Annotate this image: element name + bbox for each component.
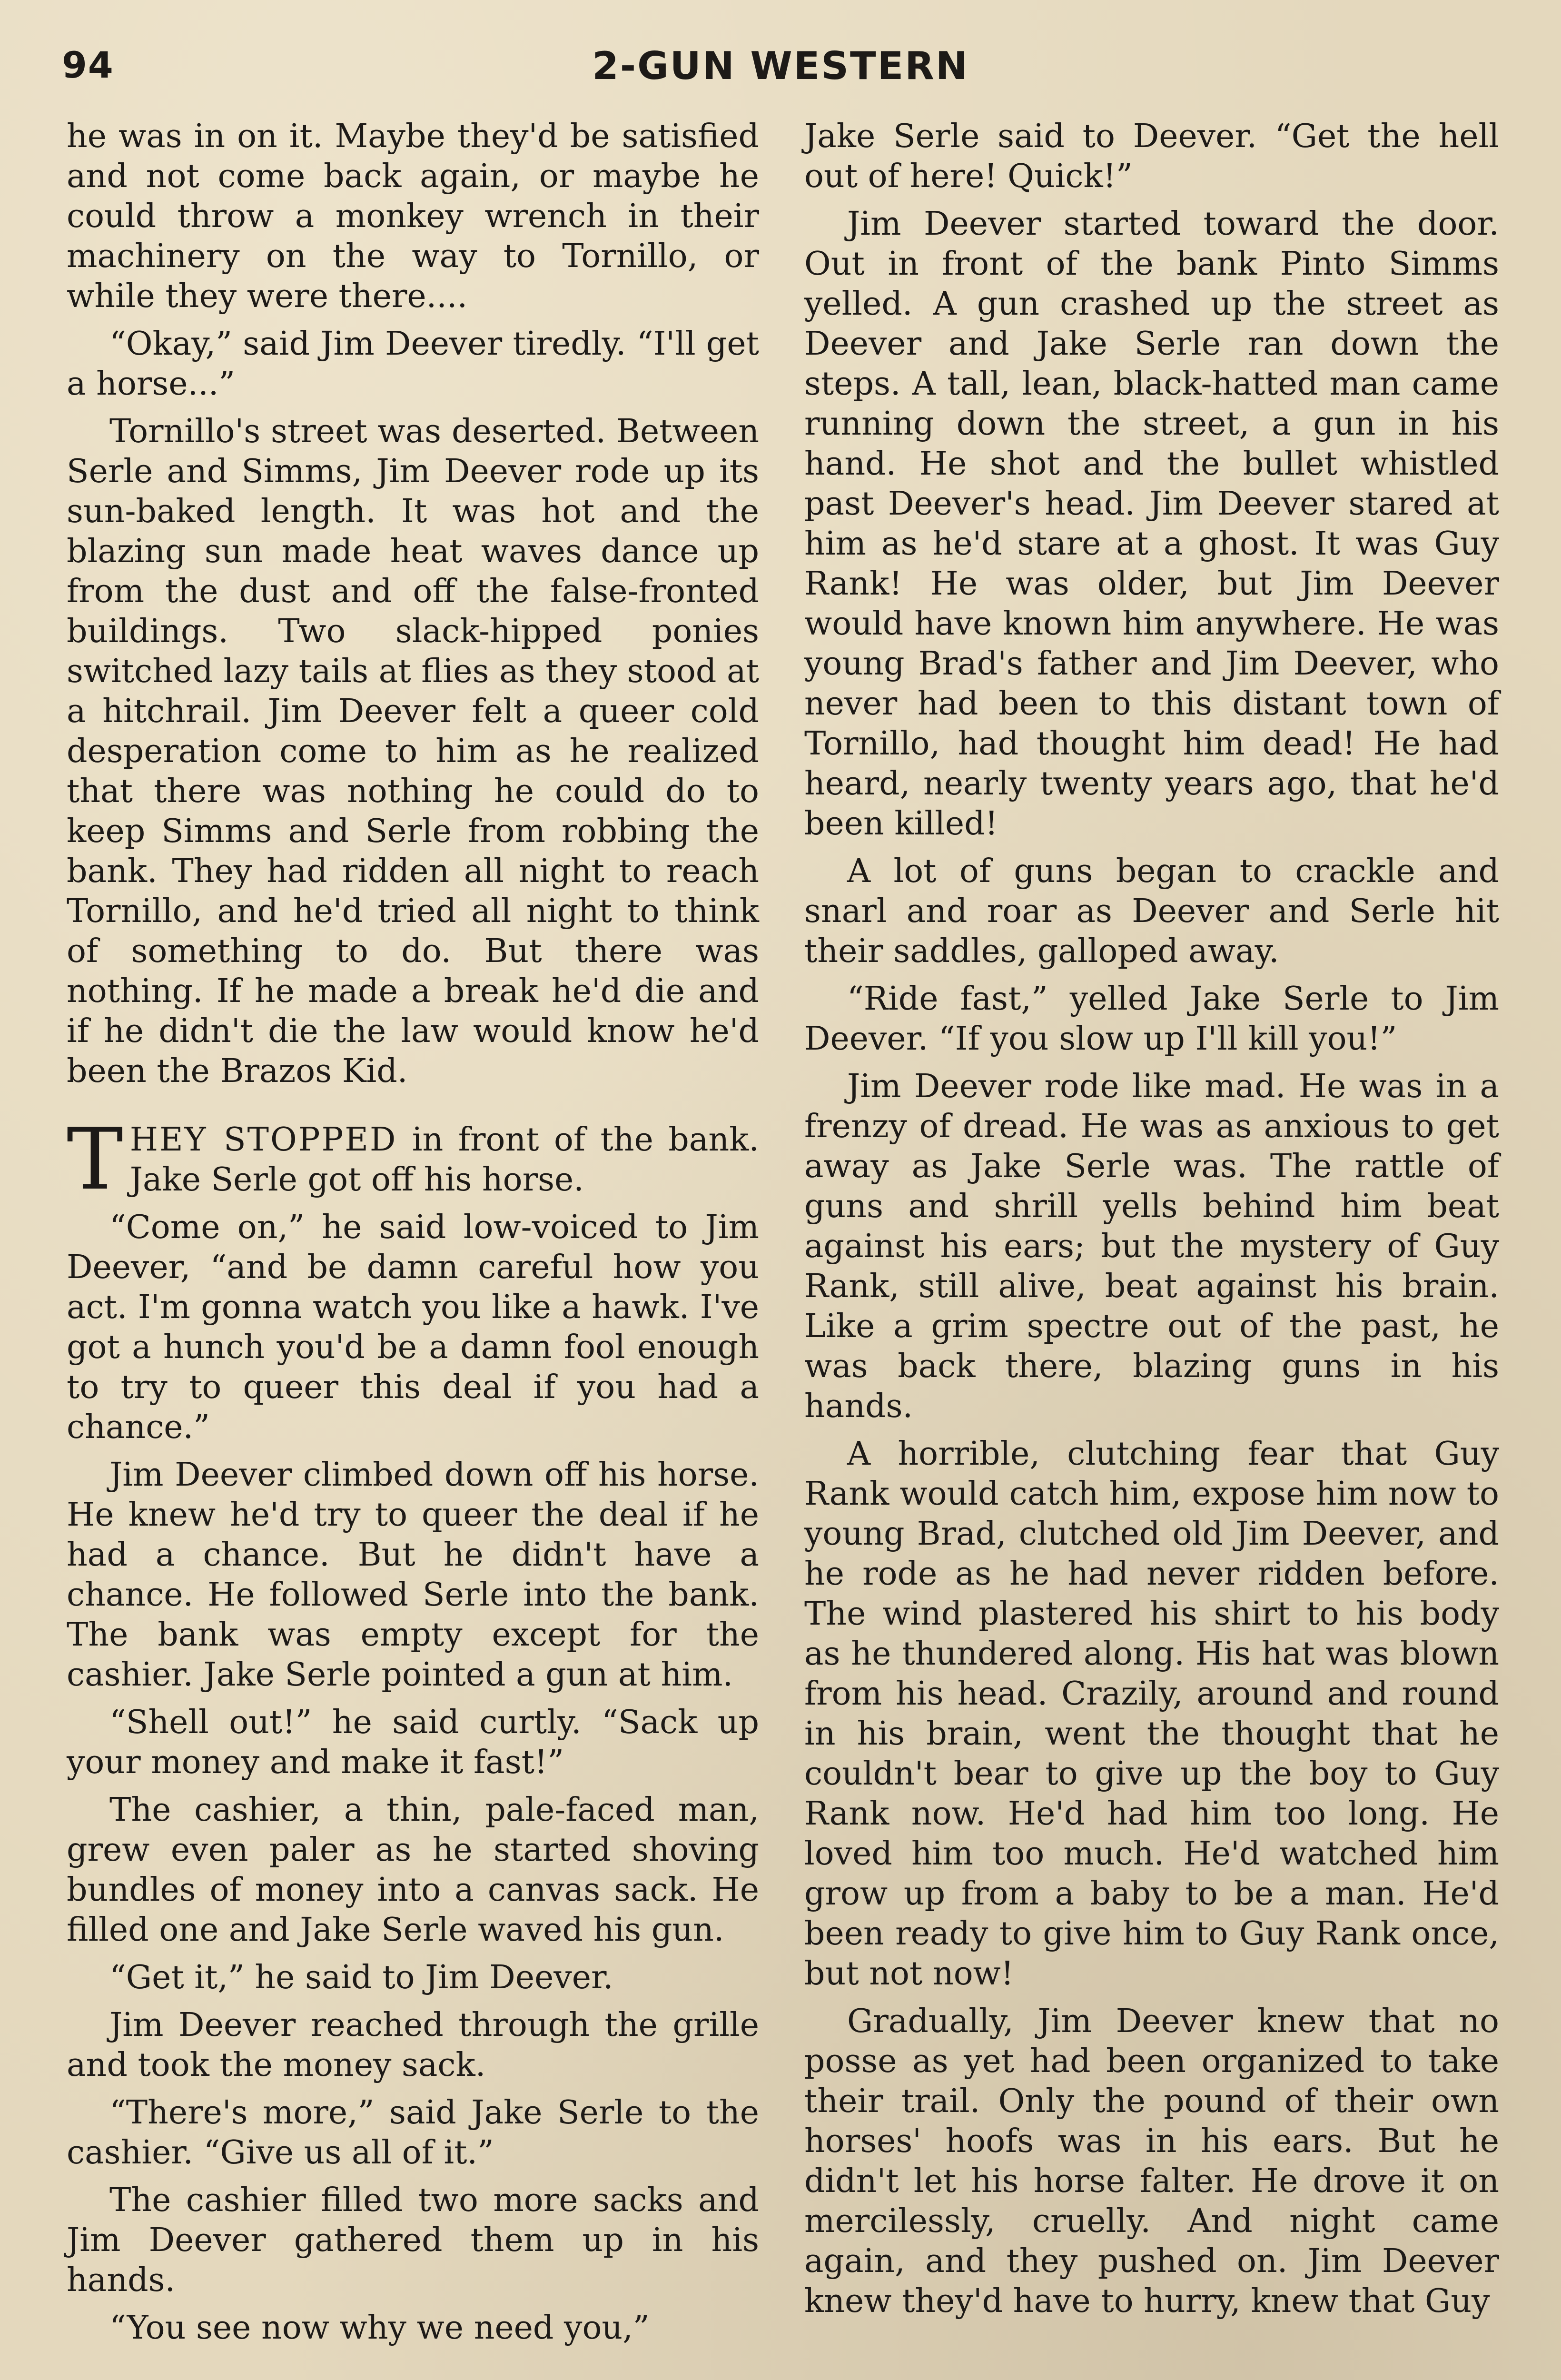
paragraph: Jake Serle said to Deever. “Get the hell out of here! Quick!” — [804, 118, 1499, 195]
paragraph: Tornillo's street was deserted. Between Serle and Simms, Jim Deever rode up its sun-baked length. It was hot and the blazing sun made heat waves dance up from the dust and off the false-fronted buildings. Two slack-hipped ponies switched lazy tails at flies as they stood at a hitchrail. Jim Deever felt a queer cold desperation come to him as he realized that there was nothing he could do to keep Simms and Serle from robbing the bank. They had ridden all night to reach Tornillo, and he'd tried all night to think of something to do. But there was nothing. If he made a break he'd die and if he didn't die the law would know he'd been the Brazos Kid. — [67, 413, 759, 1090]
section-lead-in: HEY STOPPED — [129, 1121, 397, 1159]
paragraph: “There's more,” said Jake Serle to the cashier. “Give us all of it.” — [67, 2094, 759, 2172]
paragraph: Jim Deever started toward the door. Out in front of the bank Pinto Simms yelled. A gun crashed up the street as Deever and Jake Serle ran down the steps. A tall, lean, black-hatted man came running down the street, a gun in his hand. He shot and the bullet whistled past Deever's head. Jim Deever stared at him as he'd stare at a ghost. It was Guy Rank! He was older, but Jim Deever would have known him anywhere. He was young Brad's father and Jim Deever, who never had been to this distant town of Tornillo, had thought him dead! He had heard, nearly twenty years ago, that he'd been killed! — [804, 205, 1499, 843]
page-number: 94 — [62, 44, 114, 86]
page-header — [62, 44, 1499, 96]
section-opening-paragraph — [67, 1110, 759, 1209]
right-column — [804, 117, 1499, 2329]
left-column — [67, 117, 759, 2356]
paragraph: “You see now why we need you,” — [109, 2309, 650, 2347]
drop-cap: T — [67, 1110, 123, 1209]
running-head: 2-GUN WESTERN — [592, 44, 969, 88]
paragraph: The cashier, a thin, pale-faced man, grew even paler as he started shoving bundles of money into a canvas sack. He filled one and Jake Serle waved his gun. — [67, 1791, 759, 1949]
paragraph: he was in on it. Maybe they'd be satisfied and not come back again, or maybe he could throw a monkey wrench in their machinery on the way to Tornillo, or while they were there.... — [67, 118, 759, 315]
paragraph: “Get it,” he said to Jim Deever. — [109, 1959, 613, 1996]
paragraph: A lot of guns began to crackle and snarl and roar as Deever and Serle hit their saddles, galloped away. — [804, 853, 1499, 970]
paragraph: Jim Deever rode like mad. He was in a frenzy of dread. He was as anxious to get away as Jake Serle was. The rattle of guns and shrill yells behind him beat against his ears; but the mystery of Guy Rank, still alive, beat against his brain. Like a grim spectre out of the past, he was back there, blazing guns in his hands. — [804, 1068, 1499, 1425]
paragraph: Jim Deever climbed down off his horse. He knew he'd try to queer the deal if he had a chance. But he didn't have a chance. He followed Serle into the bank. The bank was empty except for the cashier. Jake Serle pointed a gun at him. — [67, 1456, 759, 1694]
section-lead-rest: in front of the bank. Jake Serle got off his horse. — [129, 1121, 759, 1199]
paragraph: “Okay,” said Jim Deever tiredly. “I'll get a horse...” — [67, 325, 759, 403]
paragraph: Gradually, Jim Deever knew that no posse as yet had been organized to take their trail. Only the pound of their own horses' hoofs was in his ears. But he didn't let his horse falter. He drove it on mercilessly, cruelly. And night came again, and they pushed on. Jim Deever knew they'd have to hurry, knew that Guy — [804, 2003, 1499, 2320]
paragraph: “Come on,” he said low-voiced to Jim Deever, “and be damn careful how you act. I'm gonna watch you like a hawk. I've got a hunch you'd be a damn fool enough to try to queer this deal if you had a chance.” — [67, 1209, 759, 1446]
paragraph: The cashier filled two more sacks and Jim Deever gathered them up in his hands. — [67, 2182, 759, 2299]
paragraph: “Ride fast,” yelled Jake Serle to Jim Deever. “If you slow up I'll kill you!” — [804, 980, 1499, 1058]
paragraph: Jim Deever reached through the grille and took the money sack. — [67, 2006, 759, 2084]
paragraph: “Shell out!” he said curtly. “Sack up your money and make it fast!” — [67, 1704, 759, 1781]
paragraph: A horrible, clutching fear that Guy Rank would catch him, expose him now to young Brad, clutched old Jim Deever, and he rode as he had never ridden before. The wind plastered his shirt to his body as he thundered along. His hat was blown from his head. Crazily, around and round in his brain, went the thought that he couldn't bear to give up the boy to Guy Rank now. He'd had him too long. He loved him too much. He'd watched him grow up from a baby to be a man. He'd been ready to give him to Guy Rank once, but not now! — [804, 1435, 1499, 1993]
